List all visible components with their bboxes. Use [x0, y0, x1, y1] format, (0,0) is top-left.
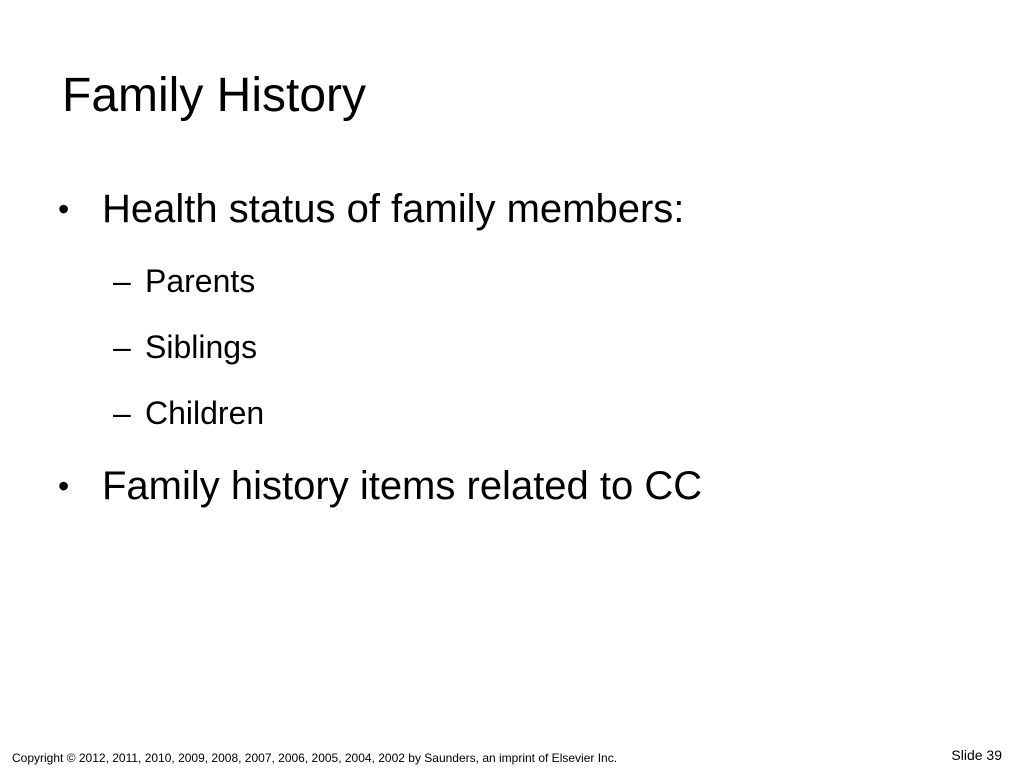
sub-item-marker: – — [113, 395, 131, 431]
bullet-marker: • — [58, 468, 70, 504]
sub-item-text: Parents — [145, 263, 256, 299]
slide-title: Family History — [62, 69, 367, 122]
copyright-footer: Copyright © 2012, 2011, 2010, 2009, 2008, 2007, 2006, 2005, 2004, 2002 by Saunders, an imprint of Elsevier Inc. — [12, 751, 618, 765]
bullet-marker: • — [58, 191, 70, 227]
sub-item-marker: – — [113, 263, 131, 299]
slide-number: Slide 39 — [951, 747, 1002, 763]
sub-item-text: Children — [145, 395, 265, 431]
bullet-text: Health status of family members: — [102, 187, 685, 231]
sub-item-text: Siblings — [145, 329, 258, 365]
bullet-text: Family history items related to CC — [102, 464, 703, 508]
sub-item-marker: – — [113, 329, 131, 365]
